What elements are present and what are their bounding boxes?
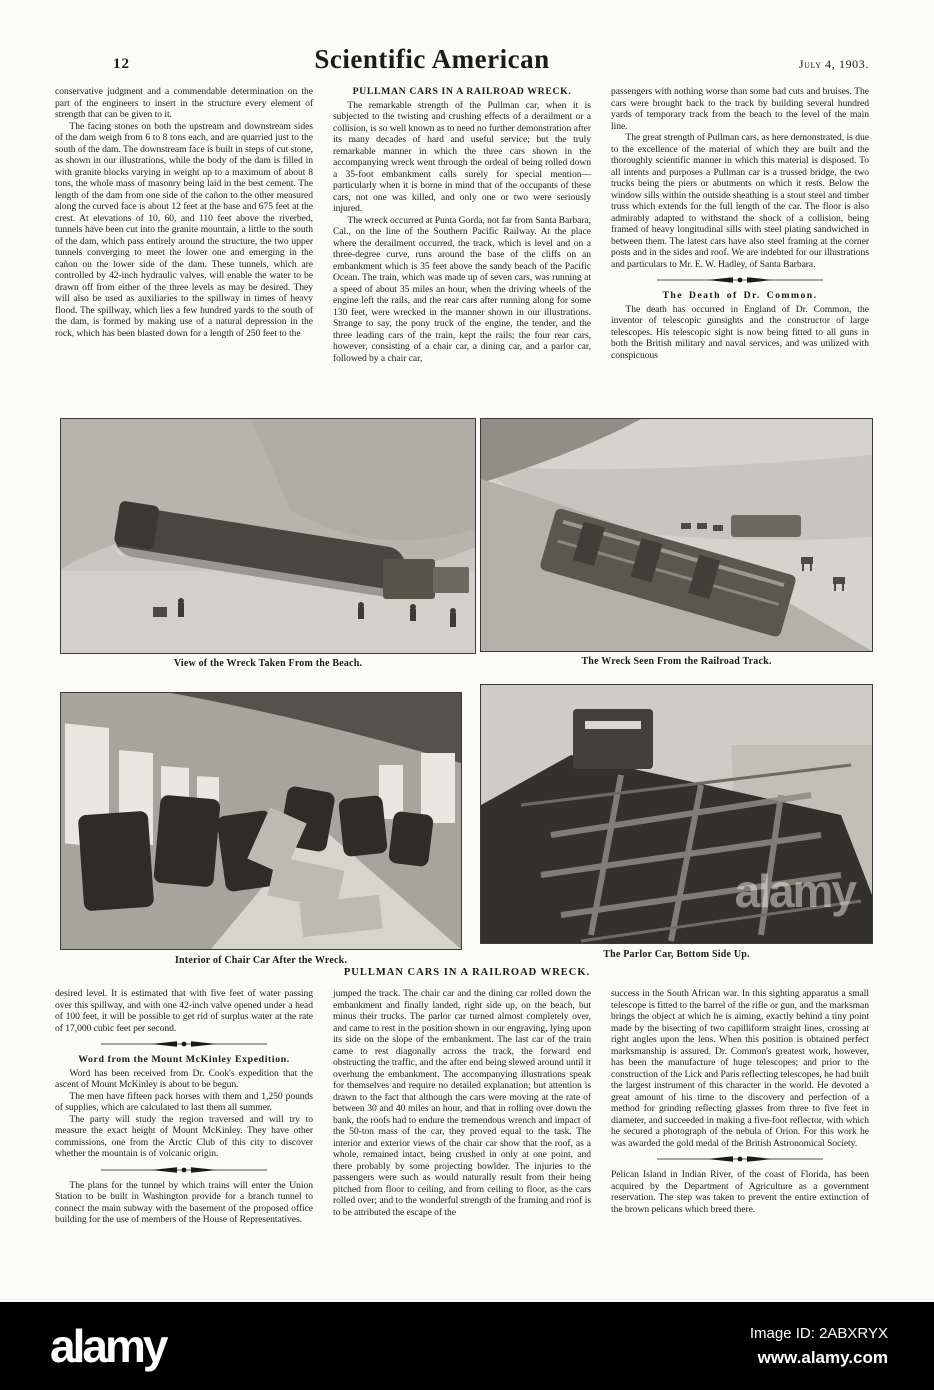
article-heading-mckinley: Word from the Mount McKinley Expedition. [78, 1054, 290, 1065]
divider-ornament [611, 1149, 869, 1169]
photo-parlor-car [480, 684, 873, 960]
caption-wreck-from-beach: View of the Wreck Taken From the Beach. [173, 658, 363, 669]
alamy-meta [750, 1325, 888, 1368]
column-common-continued [611, 988, 869, 1306]
plates-group-heading: PULLMAN CARS IN A RAILROAD WRECK. [343, 967, 591, 978]
paragraph: The party will study the region traversed and will try to measure the exact height of Mount McKinley. They have other commissions, one from the Arctic Club of this city to discover whether the mountain is of volcanic origin. [55, 1113, 313, 1159]
paragraph: Pelican Island in Indian River, of the coast of Florida, has been acquired by the Department of Agriculture as a government reservation. The step was taken to prevent the entire extinction of the brown pelicans which breed there. [611, 1169, 869, 1215]
column-pullman-continued [611, 86, 869, 412]
interior-photo-image [60, 692, 462, 950]
paragraph: desired level. It is estimated that with five feet of water passing over this spillway, and with one 42-inch valve opened under a head of 100 feet, it will be possible to get rid of surplus water at the rate of 17,000 cubic feet per second. [55, 988, 313, 1034]
paragraph: The death has occurred in England of Dr. Common, the inventor of telescopic gunsights and the constructor of large telescopes. His telescopic sight is now being fitted to all guns in both the British military and naval services, and was utilized with conspicuous [611, 303, 869, 361]
paragraph: passengers with nothing worse than some bad cuts and bruises. The cars were brought back to the track by building several hundred yards of temporary track from the beach to the level of the main line. [611, 86, 869, 132]
caption-parlor-car: The Parlor Car, Bottom Side Up. [603, 949, 750, 960]
divider-ornament [611, 270, 869, 290]
paragraph: The remarkable strength of the Pullman car, when it is subjected to the twisting and crushing effects of a derailment or a collision, is so well known as to need no further demonstration after its many decades of hard and useful service; but the truly remarkable manner in which the three cars shown in the accompanying wreck went through the ordeal of being rolled down a 35-foot embankment calls surely for special mention—particularly when it is borne in mind that of the occupants of these cars, not one was killed, and only one or two were seriously injured. [333, 99, 591, 214]
alamy-url: www.alamy.com [757, 1347, 888, 1367]
divider-ornament [55, 1034, 313, 1054]
column-pullman-article [333, 86, 591, 412]
caption-chair-car-interior: Interior of Chair Car After the Wreck. [174, 955, 348, 966]
masthead [55, 44, 869, 75]
alamy-image-id: Image ID: 2ABXRYX [749, 1324, 888, 1342]
paragraph: success in the South African war. In this sighting apparatus a small telescope is fitted to the barrel of the rifle or gun, and the marksman brings the object at which he is aiming, exactly behind a tiny point made by the bisecting of two capilliform straight lines, crossing at right angles upon the lens. When this position is obtained perfect marksmanship is assured. Dr. Common's greatest work, however, has been the manufacture of huge telescopes; and prior to the construction of the Lick and Paris reflecting telescopes, he had built the largest instrument of this character in the world. He devoted a great amount of his time to the discovery and perfection of a method for grinding reflecting glasses from three to five feet in diameter, and succeeded in making a five-foot reflector, with which he secured a photograph of the nebula of Orion. For this work he was awarded the gold medal of the British Astronomical Society. [611, 988, 869, 1149]
article-heading-common: The Death of Dr. Common. [662, 290, 818, 301]
divider-ornament [55, 1160, 313, 1180]
article-heading-pullman: PULLMAN CARS IN A RAILROAD WRECK. [352, 86, 572, 97]
photo-chair-car-interior [60, 692, 462, 966]
wreck-track-photo-image [480, 418, 873, 652]
issue-date: July 4, 1903. [798, 57, 869, 71]
paragraph: jumped the track. The chair car and the dining car rolled down the embankment and finally landed, right side up, on the beach, but minus their trucks. The parlor car turned almost completely over, and came to rest in the position shown in our engraving, lying upon its side on the slope of the embankment. The last car of the train came to rest diagonally across the track, the forward end obstructing the traffic, and the after end being slewed around until it overhung the embankment. The accompanying illustrations speak for themselves and require no detailed explanation; but attention is drawn to the fact that although the cars were moving at the rate of between 30 and 40 miles an hour, and that in rolling over down the bank, the roofs had to endure the tremendous wrench and impact of the 50-ton mass of the car, they proved equal to the task. The interior and exterior views of the chair car show that the roof, as a whole, remained intact, being crushed in only at one point, and there probably by some projecting bowlder. The injuries to the passengers were such as would naturally result from their being pitched from floor to ceiling, and from ceiling to floor, as the cars rolled over; and to the wonderful strength of the framing and roof is to be attributed the escape of the [333, 988, 591, 1218]
bottom-text-section [55, 988, 869, 1306]
paragraph: The facing stones on both the upstream and downstream sides of the dam weigh from 6 to 8 tons each, and are quarried just to the south of the dam. The downstream face is built in steps of cut stone, as shown in our illustrations, while the body of the dam is filled in with granite blocks varying in weight up to a maximum of about 8 tons, the whole mass of masonry being laid in the best cement. The length of the dam from one side of the cañon to the other measured along the curved face is about 12 feet at the base and 675 feet at the crest. At elevations of 10, 60, and 110 feet above the riverbed, tunnels have been cut into the granite mountain, a little to the south of the dam, which pass entirely around the structure, the two upper tunnels converging to meet the lower one and emerging in the cañon on the lower side of the dam. These tunnels, which are controlled by 42-inch hydraulic valves, will enable the water to be drawn off from either of the three levels as may be desired. They will also be used as auxiliaries to the spillway in times of heavy flood. The spillway, which lies a few hundred yards to the south of the dam, is formed by making use of a natural depression in the rock, which has been blasted down for a length of 250 feet to the [55, 120, 313, 339]
paragraph: The men have fifteen pack horses with them and 1,250 pounds of supplies, which are calculated to last them all summer. [55, 1090, 313, 1113]
photo-wreck-from-track [480, 418, 873, 667]
photo-plates-section [0, 418, 934, 984]
photo-wreck-from-beach [60, 418, 476, 669]
column-spillway-mckinley [55, 988, 313, 1306]
top-text-section [55, 86, 869, 412]
column-wreck-continued [333, 988, 591, 1306]
paragraph: conservative judgment and a commendable determination on the part of the engineers to insert in the structure every element of strength that can be given to it. [55, 86, 313, 120]
paragraph: The wreck occurred at Punta Gorda, not far from Santa Barbara, Cal., on the line of the Southern Pacific Railway. At the place where the derailment occurred, the track, which is level and on a three-degree curve, runs around the base of the cliffs on an embankment which is 35 feet above the sandy beach of the Pacific Ocean. The train, which was made up of seven cars, was running at a speed of about 35 miles an hour, when the driving wheels of the engine left the rails, and the rear cars after running along for some 130 feet, were wrecked in the manner shown in our illustrations. Strange to say, the pony truck of the engine, the tender, and the three leading cars of the train, kept the rails; the four rear cars, however, consisting of a chair car, a dining car, and a parlor car, followed by a chair car, [333, 214, 591, 364]
alamy-watermark-bar [0, 1302, 934, 1390]
paragraph: The plans for the tunnel by which trains will enter the Union Station to be built in Washington provide for a branch tunnel to connect the main subway with the basement of the proposed office building for the use of members of the House of Representatives. [55, 1179, 313, 1225]
journal-title: Scientific American [314, 44, 550, 74]
paragraph: The great strength of Pullman cars, as here demonstrated, is due to the excellence of the material of which they are built and the thoroughly scientific manner in which this material is disposed. To all intents and purposes a Pullman car is a trussed bridge, the two trucks being the piers or abutments on which it rests. Below the window sills within the outside sheathing is a stout steel and timber truss which extends for the full length of the car. The floor is also admirably adapted to withstand the shock of a collision, being framed of heavy longitudinal sills with steel plating sandwiched in between them. The latest cars have also steel framing at the corner posts and in the sides and roof. We are indebted for our illustrations and particulars to Mr. E. W. Hadley, of Santa Barbara. [611, 132, 869, 270]
page-number: 12 [113, 56, 130, 72]
alamy-logo: alamy [50, 1320, 166, 1372]
wreck-beach-photo-image [60, 418, 476, 654]
column-dam-article [55, 86, 313, 412]
alamy-photo-watermark: alamy [734, 865, 855, 917]
paragraph: Word has been received from Dr. Cook's expedition that the ascent of Mount McKinley is about to be begun. [55, 1067, 313, 1090]
caption-wreck-from-track: The Wreck Seen From the Railroad Track. [581, 656, 772, 667]
